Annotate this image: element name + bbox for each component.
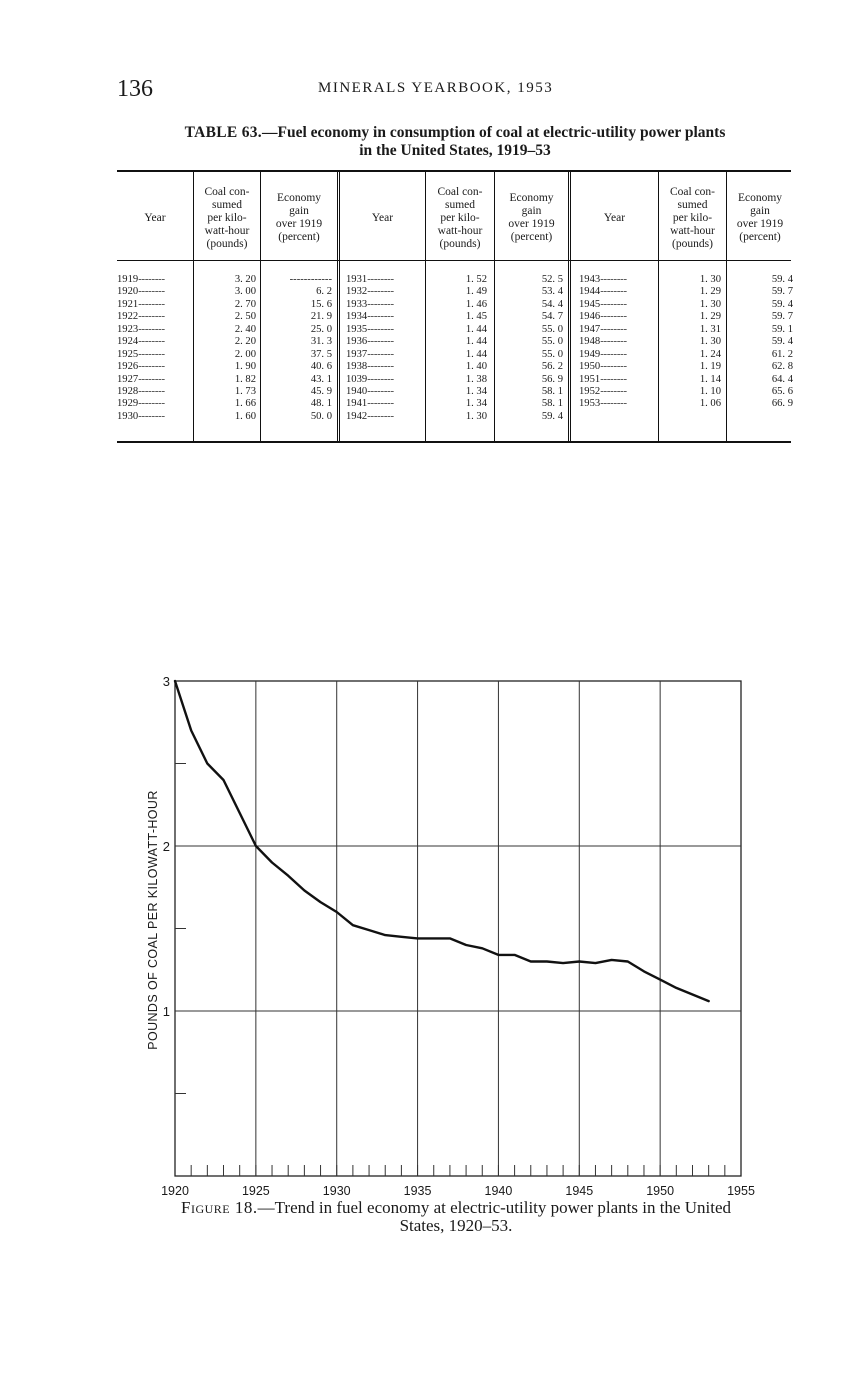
year-value: 1932 [346, 286, 368, 298]
row-coal: 1. 38 [465, 373, 487, 385]
leader-dots: -------- [138, 385, 165, 397]
year-value: 1952 [579, 385, 601, 397]
row-gain: 43. 1 [310, 373, 332, 385]
year-value: 1930 [117, 410, 139, 422]
leader-dots: -------- [138, 323, 165, 335]
leader-dots: -------- [367, 398, 394, 410]
figure-caption [117, 1199, 795, 1235]
row-gain: 59. 7 [771, 311, 793, 323]
row-gain: 59. 1 [771, 323, 793, 335]
leader-dots: -------- [367, 336, 394, 348]
x-tick-label: 1940 [484, 1184, 513, 1198]
leader-dots: -------- [138, 361, 165, 373]
leader-dots: -------- [138, 410, 165, 422]
row-coal: 1. 40 [465, 361, 487, 373]
row-gain: 45. 9 [310, 385, 332, 397]
leader-dots: -------- [367, 410, 394, 422]
row-coal: 1. 19 [699, 361, 721, 373]
header-year: Year [371, 211, 394, 224]
row-coal: 3. 20 [234, 274, 256, 285]
table-title-line1: —Fuel economy in consumption of coal at electric-utility power plants [261, 124, 726, 141]
row-gain: 66. 9 [771, 398, 793, 410]
leader-dots: -------- [600, 286, 627, 298]
row-coal: 2. 70 [234, 298, 256, 310]
leader-dots: -------- [367, 311, 394, 323]
row-coal: 2. 40 [234, 323, 256, 335]
header-gain: Economy gain over 1919 (percent) [736, 192, 784, 243]
row-coal: 1. 34 [465, 398, 487, 410]
leader-dots: -------- [138, 298, 165, 310]
y-tick-label: 1 [162, 1004, 170, 1019]
year-value: 1942 [346, 410, 368, 422]
row-coal: 1. 66 [234, 398, 256, 410]
leader-dots: -------- [367, 373, 394, 385]
header-coal: Coal con- sumed per kilo- watt-hour (pounds) [437, 185, 483, 250]
table-label: TABLE 63. [184, 124, 262, 141]
y-tick-label: 3 [162, 674, 170, 689]
leader-dots: -------- [600, 323, 627, 335]
row-gain: 58. 1 [541, 385, 563, 397]
year-value: 1927 [117, 373, 139, 385]
year-value: 1921 [117, 298, 139, 310]
row-gain: 59. 4 [541, 410, 563, 422]
row-gain: 56. 2 [541, 361, 563, 373]
row-coal: 1. 44 [465, 348, 487, 360]
leader-dots: -------- [600, 311, 627, 323]
leader-dots: -------- [367, 323, 394, 335]
year-value: 1928 [117, 385, 139, 397]
row-gain: 48. 1 [310, 398, 332, 410]
x-tick-label: 1955 [727, 1184, 755, 1198]
chart-grid [175, 681, 741, 1176]
row-coal: 1. 06 [699, 398, 721, 410]
running-head: MINERALS YEARBOOK, 1953 [318, 80, 554, 96]
header-coal: Coal con- sumed per kilo- watt-hour (pounds) [204, 185, 250, 250]
row-gain: 56. 9 [541, 373, 563, 385]
row-coal: 2. 50 [234, 311, 256, 323]
row-gain: 59. 4 [771, 274, 793, 285]
year-value: 1949 [579, 348, 601, 360]
leader-dots: -------- [138, 398, 165, 410]
year-value: 1039 [346, 373, 368, 385]
row-gain: 21. 9 [310, 311, 332, 323]
row-gain: 25. 0 [310, 323, 332, 335]
row-coal: 1. 44 [465, 323, 487, 335]
row-coal: 1. 29 [699, 311, 721, 323]
leader-dots: -------- [367, 385, 394, 397]
header-gain: Economy gain over 1919 (percent) [508, 192, 555, 243]
table-title-line2: in the United States, 1919–53 [359, 142, 551, 159]
leader-dots: -------- [138, 336, 165, 348]
leader-dots: -------- [138, 348, 165, 360]
leader-dots: -------- [600, 398, 627, 410]
page-number: 136 [117, 76, 153, 102]
year-value: 1953 [579, 398, 601, 410]
leader-dots: -------- [367, 298, 394, 310]
row-gain: 54. 4 [541, 298, 563, 310]
row-gain: 62. 8 [771, 361, 793, 373]
x-tick-labels [161, 1184, 755, 1198]
row-gain: 50. 0 [310, 410, 332, 422]
row-coal: 1. 90 [234, 361, 256, 373]
leader-dots: -------- [600, 385, 627, 397]
year-value: 1922 [117, 311, 139, 323]
row-coal: 2. 20 [234, 336, 256, 348]
year-value: 1925 [117, 348, 139, 360]
row-coal: 1. 30 [465, 410, 487, 422]
row-coal: 1. 82 [234, 373, 256, 385]
leader-dots: -------- [600, 348, 627, 360]
row-coal: 1. 52 [465, 274, 487, 285]
row-coal: 1. 29 [699, 286, 721, 298]
row-gain: 37. 5 [310, 348, 332, 360]
year-value: 1950 [579, 361, 601, 373]
y-tick-label: 2 [162, 839, 170, 854]
header-gain: Economy gain over 1919 (percent) [275, 192, 323, 243]
year-value: 1937 [346, 348, 368, 360]
figure-label: Figure 18. [181, 1198, 258, 1217]
leader-dots: -------- [367, 348, 394, 360]
year-value: 1924 [117, 336, 139, 348]
caption-line1: —Trend in fuel economy at electric-utility power plants in the United [257, 1198, 731, 1217]
row-coal: 1. 49 [465, 286, 487, 298]
year-value: 1919 [117, 274, 139, 285]
leader-dots: -------- [367, 286, 394, 298]
row-gain: 58. 1 [541, 398, 563, 410]
trend-line [175, 681, 709, 1001]
row-coal: 1. 10 [699, 385, 721, 397]
row-gain: 55. 0 [541, 348, 563, 360]
year-value: 1936 [346, 336, 368, 348]
row-gain: 59. 4 [771, 298, 793, 310]
leader-dots: -------- [138, 286, 165, 298]
leader-dots: -------- [367, 361, 394, 373]
row-coal: 1. 46 [465, 298, 487, 310]
row-gain: 31. 3 [310, 336, 332, 348]
year-value: 1938 [346, 361, 368, 373]
year-value: 1934 [346, 311, 368, 323]
x-tick-label: 1945 [565, 1184, 594, 1198]
header-year: Year [603, 211, 626, 224]
leader-dots: -------- [600, 373, 627, 385]
row-gain: 15. 6 [310, 298, 332, 310]
year-value: 1945 [579, 298, 601, 310]
plot-frame [175, 681, 741, 1176]
row-coal: 1. 31 [699, 323, 721, 335]
row-gain: 65. 6 [771, 385, 793, 397]
row-coal: 2. 00 [234, 348, 256, 360]
x-tick-label: 1925 [241, 1184, 270, 1198]
y-tick-labels [163, 674, 170, 1019]
row-gain: 59. 4 [771, 336, 793, 348]
row-gain: 64. 4 [771, 373, 793, 385]
x-tick-label: 1920 [161, 1184, 189, 1198]
leader-dots: -------- [600, 274, 627, 285]
x-tick-label: 1930 [322, 1184, 351, 1198]
year-value: 1923 [117, 323, 139, 335]
year-value: 1920 [117, 286, 139, 298]
y-axis-label: POUNDS OF COAL PER KILOWATT-HOUR [146, 790, 160, 1050]
row-coal: 1. 60 [234, 410, 256, 422]
row-coal: 3. 00 [234, 286, 256, 298]
leader-dots: -------- [600, 361, 627, 373]
header-coal: Coal con- sumed per kilo- watt-hour (pounds) [669, 185, 716, 250]
year-value: 1931 [346, 274, 368, 285]
caption-line2: States, 1920–53. [399, 1216, 513, 1235]
row-gain: 55. 0 [541, 323, 563, 335]
row-gain: 59. 7 [771, 286, 793, 298]
leader-dots: -------- [600, 298, 627, 310]
year-value: 1948 [579, 336, 601, 348]
row-gain: 54. 7 [541, 311, 563, 323]
leader-dots: -------- [600, 336, 627, 348]
x-tick-label: 1950 [646, 1184, 675, 1198]
row-gain: 52. 5 [541, 274, 563, 285]
year-value: 1944 [579, 286, 601, 298]
row-gain: ------------ [289, 274, 332, 285]
year-value: 1941 [346, 398, 368, 410]
x-tick-label: 1935 [403, 1184, 432, 1198]
year-value: 1926 [117, 361, 139, 373]
row-coal: 1. 30 [699, 298, 721, 310]
row-coal: 1. 44 [465, 336, 487, 348]
row-gain: 55. 0 [541, 336, 563, 348]
year-value: 1951 [579, 373, 601, 385]
year-value: 1946 [579, 311, 601, 323]
year-value: 1935 [346, 323, 368, 335]
year-value: 1940 [346, 385, 368, 397]
row-gain: 6. 2 [316, 286, 332, 298]
row-coal: 1. 14 [699, 373, 721, 385]
row-coal: 1. 45 [465, 311, 487, 323]
row-gain: 40. 6 [310, 361, 332, 373]
row-coal: 1. 30 [699, 274, 721, 285]
row-gain: 53. 4 [541, 286, 563, 298]
row-coal: 1. 73 [234, 385, 256, 397]
year-value: 1947 [579, 323, 601, 335]
row-coal: 1. 30 [699, 336, 721, 348]
year-value: 1929 [117, 398, 139, 410]
year-value: 1933 [346, 298, 368, 310]
row-gain: 61. 2 [771, 348, 793, 360]
row-coal: 1. 34 [465, 385, 487, 397]
leader-dots: -------- [138, 311, 165, 323]
header-year: Year [144, 211, 166, 224]
row-coal: 1. 24 [699, 348, 721, 360]
leader-dots: -------- [138, 373, 165, 385]
year-value: 1943 [579, 274, 601, 285]
chart-series [175, 681, 709, 1001]
leader-dots: -------- [138, 274, 165, 285]
leader-dots: -------- [367, 274, 394, 285]
